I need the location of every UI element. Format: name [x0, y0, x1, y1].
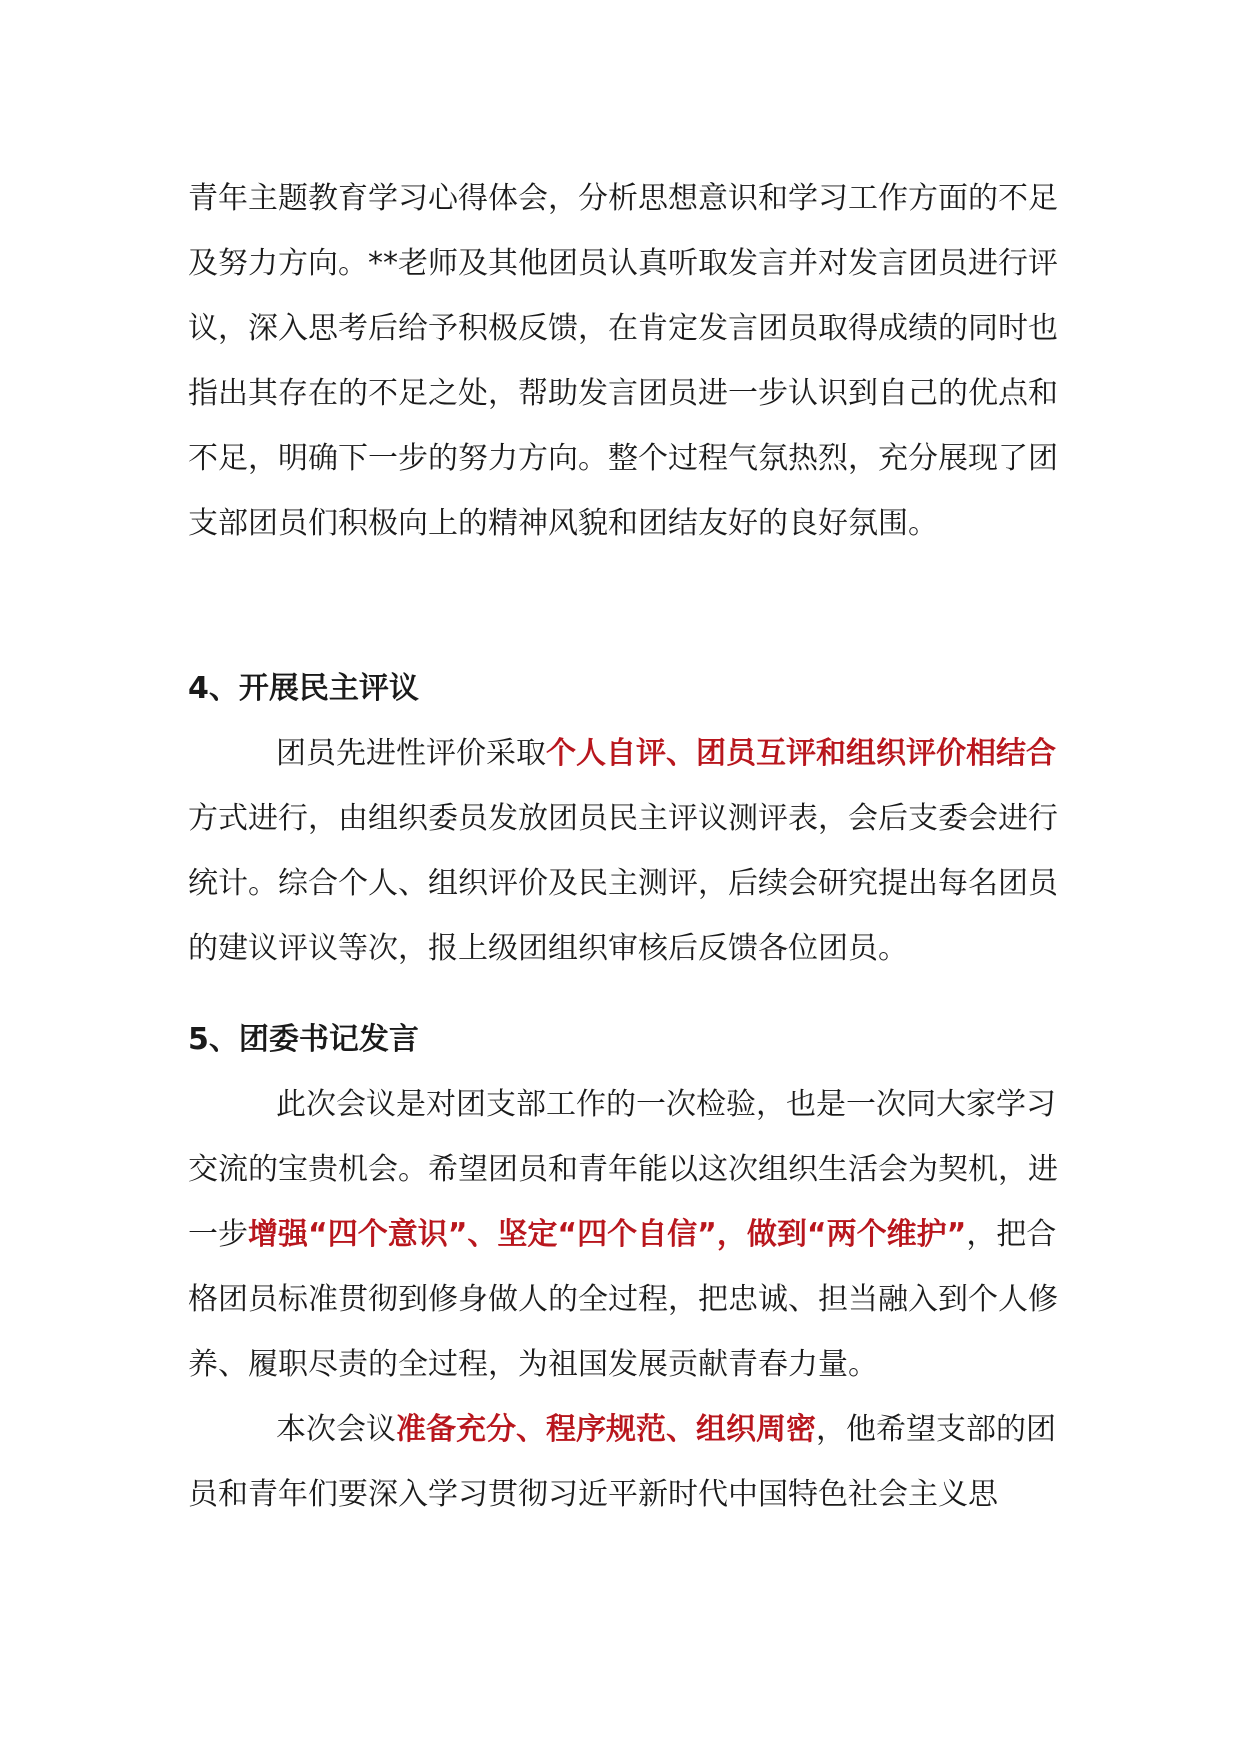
text-run: ，把合格团员标准贯彻到修身做人的全过程，把忠诚、担当融入到个人修养、履职尽责的全过程，为祖国发展贡献青春力量。: [188, 1217, 1058, 1382]
document-page: [188, 166, 1068, 1527]
paragraph-secretary-speech: [188, 1072, 1068, 1397]
section-heading-secretary-speech: 5、团委书记发言: [188, 1022, 419, 1057]
paragraph-democratic-review: [188, 721, 1068, 981]
text-run: 团员先进性评价采取: [276, 736, 546, 771]
paragraph-meeting-summary: [188, 1397, 1068, 1527]
section-heading-democratic-review: 4、开展民主评议: [188, 671, 419, 706]
highlight-text: 增强“四个意识”、坚定“四个自信”，做到“两个维护”: [248, 1217, 967, 1252]
text-run: ，他希望支部的团员和青年们要深入学习贯彻习近平新时代中国特色社会主义思: [188, 1412, 1056, 1512]
text-run: 此次会议是对团支部工作的一次检验，也是一次同大家学习交流的宝贵机会。希望团员和青年能以这次组织生活会为契机，进一步: [188, 1087, 1058, 1252]
highlight-text: 准备充分、程序规范、组织周密: [396, 1412, 816, 1447]
spacer: [188, 981, 1068, 1007]
text-run: 本次会议: [276, 1412, 396, 1447]
highlight-text: 个人自评、团员互评和组织评价相结合: [546, 736, 1056, 771]
text-run: 方式进行，由组织委员发放团员民主评议测评表，会后支委会进行统计。综合个人、组织评价及民主测评，后续会研究提出每名团员的建议评议等次，报上级团组织审核后反馈各位团员。: [188, 801, 1058, 966]
spacer: [188, 556, 1068, 656]
paragraph-discussion: 青年主题教育学习心得体会，分析思想意识和学习工作方面的不足及努力方向。**老师及其他团员认真听取发言并对发言团员进行评议，深入思考后给予积极反馈，在肯定发言团员取得成绩的同时也指出其存在的不足之处，帮助发言团员进一步认识到自己的优点和不足，明确下一步的努力方向。整个过程气氛热烈，充分展现了团支部团员们积极向上的精神风貌和团结友好的良好氛围。: [188, 181, 1058, 541]
